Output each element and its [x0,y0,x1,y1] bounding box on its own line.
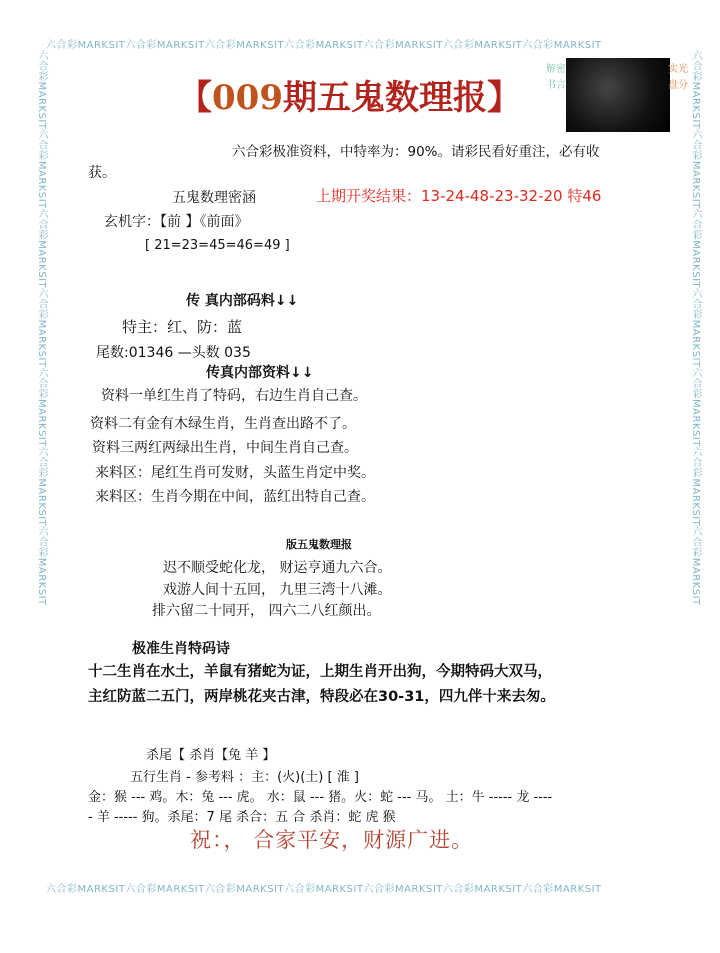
poem2-line-1: 十二生肖在水土，羊鼠有猪蛇为证，上期生肖开出狗，今期特码大双马， [88,664,552,680]
watermark-left: 六合彩MARKSIT六合彩MARKSIT六合彩MARKSIT六合彩MARKSIT六合彩MARKSIT六合彩MARKSIT六合彩MARKSIT [36,50,47,606]
title-bracket-left: 【 [178,78,212,118]
qr-stamp-image [566,58,670,132]
small-heading: 版五鬼数理报 [286,538,352,551]
elements-line-1: 金：猴 --- 鸡。木：兔 --- 虎。 水：鼠 --- 猪。火：蛇 --- 马。 土：牛 ----- 龙 ---- [88,790,553,805]
formula-line: [ 21=23=45=46=49 ] [145,238,290,253]
poem1-line-1: 迟不顺受蛇化龙， 财运亨通九六合。 [163,560,392,576]
stamp-left-text: 解密书言 [546,64,566,91]
xuanji-line: 玄机字：【前 】《前面》 [104,214,249,230]
te-zhu-line: 特主：红、防：蓝 [122,318,243,336]
wuxing-line: 五行生肖 - 参考料 ：主：(火)(土) [ 淮 ] [130,770,359,785]
watermark-right: 六合彩MARKSIT六合彩MARKSIT六合彩MARKSIT六合彩MARKSIT六合彩MARKSIT六合彩MARKSIT六合彩MARKSIT [690,50,701,606]
data-line-4: 来料区：尾红生肖可发财，头蓝生肖定中奖。 [95,465,375,481]
last-result: 上期开奖结果：13-24-48-23-32-20 特46 [316,187,602,205]
fax-heading-2: 传真内部资料↓↓ [206,365,314,381]
closing-wish: 祝：， 合家平安，财源广进。 [190,828,474,852]
page-title [178,70,521,119]
poem1-line-2: 戏游人间十五回， 九里三湾十八滩。 [163,582,392,598]
elements-line-2: - 羊 ----- 狗。杀尾：7 尾 杀合：五 合 杀肖：蛇 虎 猴 [88,810,396,825]
intro-line-1: 六合彩极准资料，中特率为：90%。请彩民看好重注，必有收 [232,144,600,160]
poem1-line-3: 排六留二十同开， 四六二八红颜出。 [152,603,381,619]
data-line-2: 资料二有金有木绿生肖，生肖查出路不了。 [90,416,356,432]
secret-title: 五鬼数理密涵 [172,190,256,206]
issue-number: 009 [212,78,283,118]
stamp-right-text: 实光盘分 [668,64,688,91]
poem2-line-2: 主红防蓝二五门，两岸桃花夹古津，特段必在30-31，四九伴十来去匆。 [88,689,555,705]
data-line-3: 资料三两红两绿出生肖，中间生肖自己查。 [92,440,358,456]
data-line-1: 资料一单红生肖了特码，右边生肖自己查。 [101,388,367,404]
poem2-title: 极准生肖特码诗 [132,641,230,657]
title-name: 期五鬼数理报 [282,78,487,118]
fax-heading-1: 传 真内部码料↓↓ [186,293,299,309]
title-bracket-right: 】 [486,78,521,118]
watermark-top: 六合彩MARKSIT六合彩MARKSIT六合彩MARKSIT六合彩MARKSIT六合彩MARKSIT六合彩MARKSIT六合彩MARKSIT [46,40,602,51]
data-line-5: 来料区：生肖今期在中间，蓝红出特自己查。 [95,489,375,505]
wei-tou-line: 尾数:01346 —头数 035 [96,345,251,361]
intro-line-2: 获。 [88,165,116,181]
watermark-bottom: 六合彩MARKSIT六合彩MARKSIT六合彩MARKSIT六合彩MARKSIT六合彩MARKSIT六合彩MARKSIT六合彩MARKSIT [46,884,602,895]
kill-line: 杀尾【 杀肖【兔 羊 】 [146,748,276,763]
